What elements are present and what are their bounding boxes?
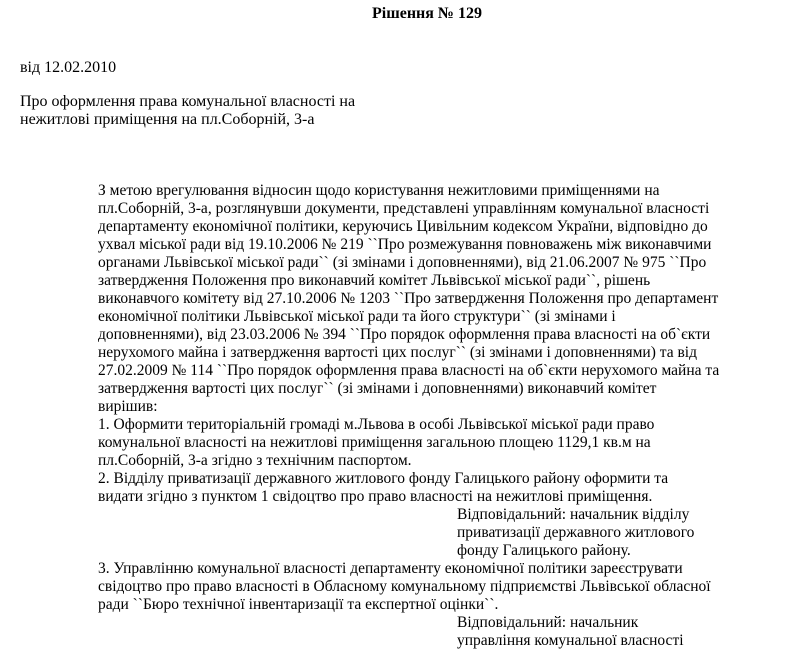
responsible-1-line: Відповідальний: начальник відділу — [457, 506, 690, 523]
item-3-line: ради ``Бюро технічної інвентаризації та експертної оцінки``. — [98, 596, 499, 613]
item-3-line: свідоцтво про право власності в Обласному комунальному підприємстві Львівської обласної — [98, 578, 711, 595]
responsible-1-line: фонду Галицького району. — [457, 542, 631, 559]
subject-line: Про оформлення права комунальної власності на — [20, 93, 356, 110]
responsible-1-line: приватизації державного житлового — [457, 524, 695, 541]
body-line: З метою врегулювання відносин щодо користування нежитловими приміщеннями на — [98, 182, 660, 199]
item-1-line: пл.Соборній, 3-а згідно з технічним паспортом. — [98, 452, 412, 469]
item-1-line: 1. Оформити територіальній громаді м.Львова в особі Львівської міської ради право — [98, 416, 655, 433]
document-subject — [20, 93, 400, 129]
document-body — [98, 182, 758, 650]
body-line: 27.02.2009 № 114 ``Про порядок оформлення права власності на об`єкти нерухомого майна та — [98, 362, 720, 379]
item-3-line: 3. Управлінню комунальної власності департаменту економічної політики зареєструвати — [98, 560, 683, 577]
body-line: економічної політики Львівської міської ради та його структури`` (зі змінами і — [98, 308, 616, 325]
body-line: пл.Соборній, 3-а, розглянувши документи, представлені управлінням комунальної власності — [98, 200, 710, 217]
body-line: виконавчого комітету від 27.10.2006 № 1203 ``Про затвердження Положення про департамент — [98, 290, 719, 307]
subject-line: нежитлові приміщення на пл.Соборній, 3-а — [20, 111, 315, 128]
responsible-2-line: управління комунальної власності — [457, 632, 684, 649]
body-line: нерухомого майна і затвердження вартості цих послуг`` (зі змінами і доповненнями) та від — [98, 344, 697, 361]
body-line: доповненнями), від 23.03.2006 № 394 ``Про порядок оформлення права власності на об`єкти — [98, 326, 711, 343]
item-2-line: видати згідно з пунктом 1 свідоцтво про право власності на нежитлові приміщення. — [98, 488, 653, 505]
body-line: ухвал міської ради від 19.10.2006 № 219 ``Про розмежування повноважень між виконавчими — [98, 236, 712, 253]
body-line: органами Львівської міської ради`` (зі змінами і доповненнями), від 21.06.2007 № 975 ``Про — [98, 254, 707, 271]
document-title: Рішення № 129 — [372, 5, 482, 22]
document-date: від 12.02.2010 — [20, 59, 117, 76]
decision-heading: вирішив: — [98, 398, 158, 415]
item-2-line: 2. Відділу приватизації державного житлового фонду Галицького району оформити та — [98, 470, 669, 487]
body-line: затвердження вартості цих послуг`` (зі змінами і доповненнями) виконавчий комітет — [98, 380, 657, 397]
responsible-2-line: Відповідальний: начальник — [457, 614, 639, 631]
body-line: затвердження Положення про виконавчий комітет Львівської міської ради``, рішень — [98, 272, 651, 289]
item-1-line: комунальної власності на нежитлові приміщення загальною площею 1129,1 кв.м на — [98, 434, 651, 451]
body-line: департаменту економічної політики, керуючись Цивільним кодексом України, відповідно до — [98, 218, 708, 235]
